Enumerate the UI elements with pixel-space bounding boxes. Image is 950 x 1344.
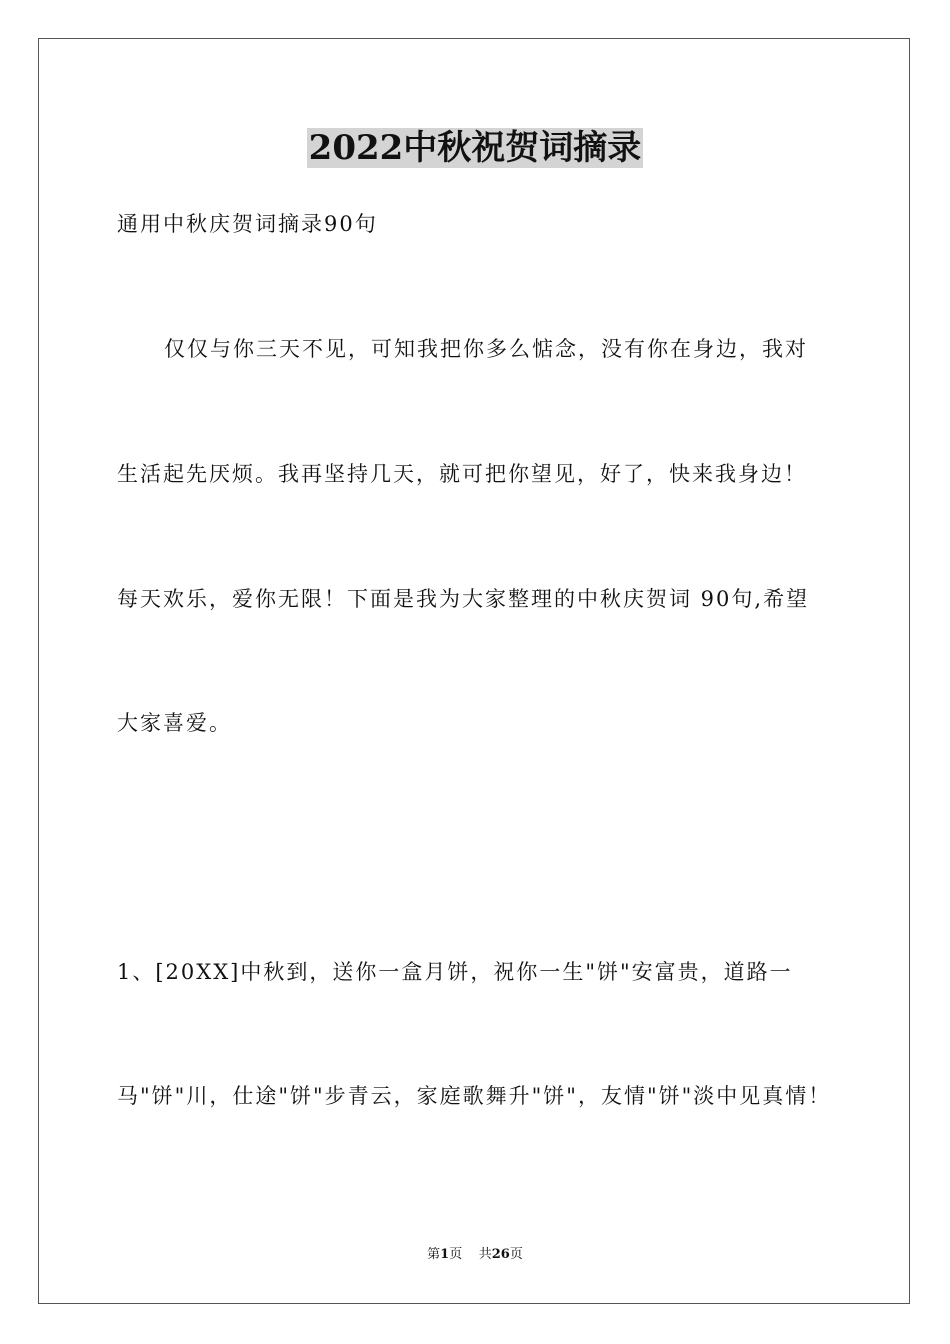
footer-page-number: 1 [440,1247,450,1262]
document-title [0,126,950,170]
paragraph-1-line-2: 生活起先厌烦。我再坚持几天，就可把你望见，好了，快来我身边！ [117,462,807,486]
footer-page-prefix: 第 [427,1247,441,1262]
document-title-text: 2022中秋祝贺词摘录 [308,128,642,168]
item-1-line-2: 马"饼"川，仕途"饼"步青云，家庭歌舞升"饼"，友情"饼"淡中见真情！ [117,1084,832,1108]
paragraph-1-line-4: 大家喜爱。 [117,711,232,735]
paragraph-1-line-1: 仅仅与你三天不见，可知我把你多么惦念，没有你在身边，我对 [164,337,808,361]
item-1-line-1: 1、[20XX]中秋到，送你一盒月饼，祝你一生"饼"安富贵，道路一 [117,960,793,984]
footer-total-suffix: 页 [509,1247,523,1262]
page-footer [0,1245,950,1265]
subtitle-line: 通用中秋庆贺词摘录90句 [117,212,378,236]
footer-total-prefix: 共 [478,1247,492,1262]
footer-total-pages: 26 [491,1247,510,1262]
paragraph-1-line-3: 每天欢乐，爱你无限！下面是我为大家整理的中秋庆贺词 90句,希望 [117,587,810,611]
footer-page-suffix: 页 [449,1247,463,1262]
